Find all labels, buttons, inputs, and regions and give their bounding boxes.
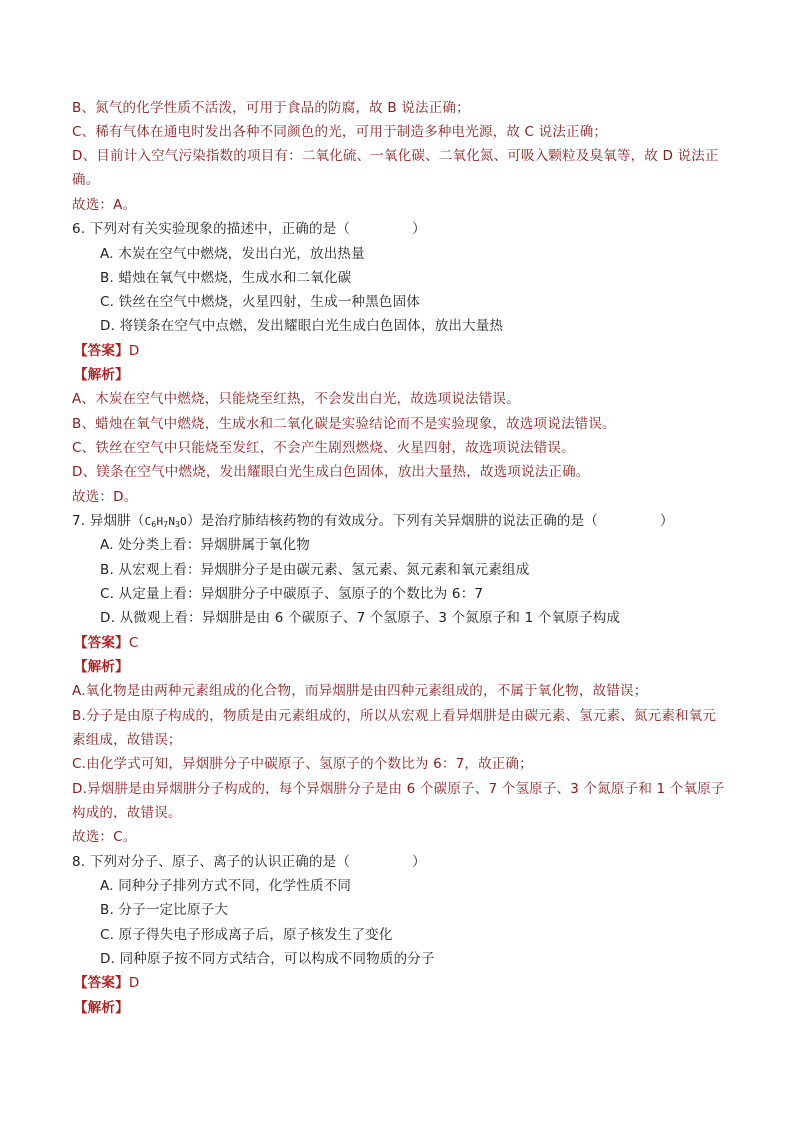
chemical-formula: $C_6H_7N_3O$ — [144, 515, 187, 529]
question-8-answer — [74, 973, 139, 993]
question-number: 8. — [72, 854, 86, 870]
question-6-conclusion: 故选：D。 — [72, 489, 138, 505]
question-7-analysis-d-cont: 构成的，故错误。 — [72, 805, 182, 821]
prev-analysis-line-c: C、稀有气体在通电时发出各种不同颜色的光，可用于制造多种电光源，故 C 说法正确； — [72, 124, 608, 140]
question-7-analysis-d: D.异烟肼是由异烟肼分子构成的，每个异烟肼分子是由 6 个碳原子、7 个氢原子、3 个氮原子和 1 个氧原子 — [72, 781, 725, 797]
question-7-conclusion: 故选：C。 — [72, 829, 137, 845]
question-8-option-b: B. 分子一定比原子大 — [100, 902, 229, 918]
question-7-analysis-b-cont: 素组成，故错误； — [72, 732, 182, 748]
question-6-analysis-d: D、镁条在空气中燃烧，发出耀眼白光生成白色固体，放出大量热，故选项说法正确。 — [72, 464, 590, 480]
question-8-stem: 8. 下列对分子、原子、离子的认识正确的是（ ） — [72, 854, 426, 870]
question-7-analysis-label: 【解析】 — [74, 659, 129, 675]
question-number: 7. — [72, 513, 86, 529]
question-6-answer — [74, 341, 139, 361]
prev-analysis-line-d-cont: 确。 — [72, 172, 100, 188]
question-6-option-b: B. 蜡烛在氧气中燃烧，生成水和二氧化碳 — [100, 270, 352, 286]
question-6-option-c: C. 铁丝在空气中燃烧，火星四射，生成一种黑色固体 — [100, 294, 421, 310]
question-8-option-c: C. 原子得失电子形成离子后，原子核发生了变化 — [100, 927, 393, 943]
question-7-option-a: A. 处分类上看：异烟肼属于氧化物 — [100, 537, 311, 553]
question-6-analysis-b: B、蜡烛在氧气中燃烧，生成水和二氧化碳是实验结论而不是实验现象，故选项说法错误。 — [72, 416, 616, 432]
question-6-option-d: D. 将镁条在空气中点燃，发出耀眼白光生成白色固体，放出大量热 — [100, 318, 504, 334]
question-text: 下列对分子、原子、离子的认识正确的是（ — [89, 854, 351, 870]
answer-value: C — [128, 635, 139, 651]
answer-label: 【答案】 — [74, 975, 129, 991]
question-6-stem: 6. 下列对有关实验现象的描述中，正确的是（ ） — [72, 221, 426, 237]
question-7-option-d: D. 从微观上看：异烟肼是由 6 个碳原子、7 个氢原子、3 个氮原子和 1 个氧原子构成 — [100, 610, 621, 626]
question-7-stem: 7. 异烟肼$(C_6H_7N_3O)$是治疗肺结核药物的有效成分。下列有关异烟肼的说法正确的是（ ） — [72, 513, 674, 529]
answer-label: 【答案】 — [74, 635, 129, 651]
question-7-analysis-b: B.分子是由原子构成的，物质是由元素组成的，所以从宏观上看异烟肼是由碳元素、氢元素、氮元素和氧元 — [72, 708, 717, 724]
question-6-analysis-label: 【解析】 — [74, 367, 129, 383]
question-6-analysis-a: A、木炭在空气中燃烧，只能烧至红热，不会发出白光，故选项说法错误。 — [72, 391, 520, 407]
question-7-option-c: C. 从定量上看：异烟肼分子中碳原子、氢原子的个数比为 6：7 — [100, 586, 484, 602]
answer-value: D — [128, 343, 140, 359]
question-8-option-d: D. 同种原子按不同方式结合，可以构成不同物质的分子 — [100, 951, 435, 967]
prev-conclusion: 故选：A。 — [72, 197, 137, 213]
answer-value: D — [128, 975, 140, 991]
question-7-answer — [74, 633, 138, 653]
question-7-analysis-c: C.由化学式可知，异烟肼分子中碳原子、氢原子的个数比为 6：7，故正确； — [72, 756, 533, 772]
question-text: 下列对有关实验现象的描述中，正确的是（ — [89, 221, 351, 237]
question-8-option-a: A. 同种分子排列方式不同，化学性质不同 — [100, 878, 352, 894]
question-6-analysis-c: C、铁丝在空气中只能烧至发红，不会产生剧烈燃烧、火星四射，故选项说法错误。 — [72, 440, 575, 456]
prev-analysis-line-b: B、氮气的化学性质不活泼，可用于食品的防腐，故 B 说法正确； — [72, 100, 470, 116]
question-7-analysis-a: A.氧化物是由两种元素组成的化合物，而异烟肼是由四种元素组成的，不属于氧化物，故错误； — [72, 683, 648, 699]
question-6-option-a: A. 木炭在空气中燃烧，发出白光，放出热量 — [100, 246, 365, 262]
answer-label: 【答案】 — [74, 343, 129, 359]
prev-analysis-line-d: D、目前计入空气污染指数的项目有：二氧化硫、一氧化碳、二氧化氮、可吸入颗粒及臭氧等，故 D 说法正 — [72, 148, 719, 164]
question-7-option-b: B. 从宏观上看：异烟肼分子是由碳元素、氢元素、氮元素和氧元素组成 — [100, 562, 530, 578]
question-8-analysis-label: 【解析】 — [74, 1000, 129, 1016]
question-number: 6. — [72, 221, 86, 237]
